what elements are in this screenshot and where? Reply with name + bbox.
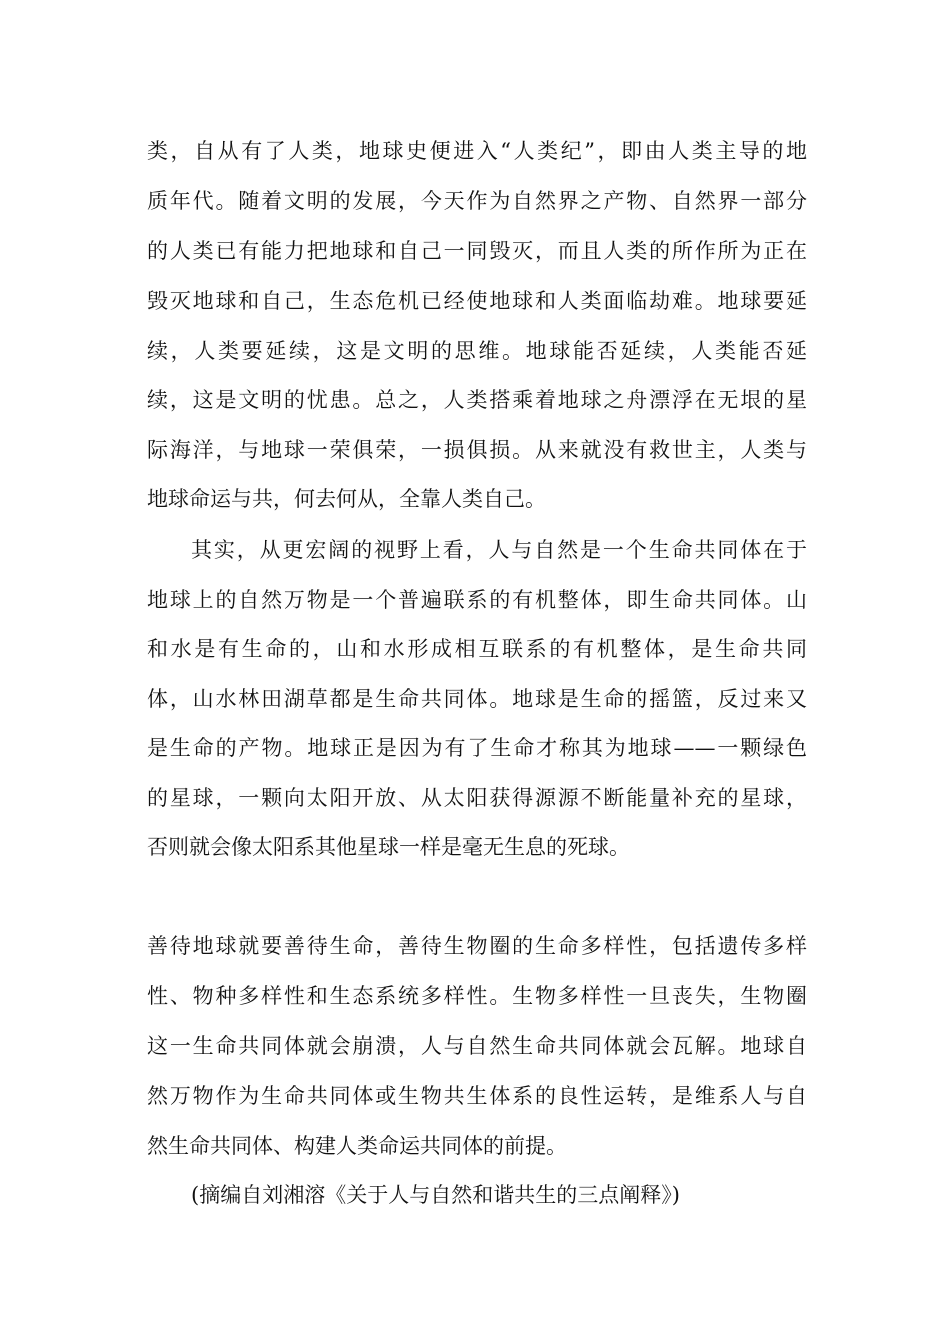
text-line: 性、物种多样性和生态系统多样性。生物多样性一旦丧失，生物圈 xyxy=(147,984,807,1008)
text-line: 和水是有生命的，山和水形成相互联系的有机整体，是生命共同 xyxy=(147,637,807,661)
text-line: 质年代。随着文明的发展，今天作为自然界之产物、自然界一部分 xyxy=(147,189,807,213)
text-line: 类，自从有了人类，地球史便进入“人类纪”，即由人类主导的地 xyxy=(147,139,807,163)
text-line: 地球命运与共，何去何从，全靠人类自己。 xyxy=(147,487,546,511)
text-line: 毁灭地球和自己，生态危机已经使地球和人类面临劫难。地球要延 xyxy=(147,289,807,313)
text-line: 续，这是文明的忧患。总之，人类搭乘着地球之舟漂浮在无垠的星 xyxy=(147,388,807,412)
text-line: 的人类已有能力把地球和自己一同毁灭，而且人类的所作所为正在 xyxy=(147,239,807,263)
text-line: 体，山水林田湖草都是生命共同体。地球是生命的摇篮，反过来又 xyxy=(147,687,807,711)
source-note: (摘编自刘湘溶《关于人与自然和谐共生的三点阐释》) xyxy=(191,1183,680,1207)
text-line: 否则就会像太阳系其他星球一样是毫无生息的死球。 xyxy=(147,835,630,859)
text-line: 善待地球就要善待生命，善待生物圈的生命多样性，包括遗传多样 xyxy=(147,934,807,958)
text-line: 然生命共同体、构建人类命运共同体的前提。 xyxy=(147,1134,567,1158)
text-line: 的星球，一颗向太阳开放、从太阳获得源源不断能量补充的星球， xyxy=(147,786,807,810)
text-line: 其实，从更宏阔的视野上看，人与自然是一个生命共同体在于 xyxy=(191,538,807,562)
text-line: 是生命的产物。地球正是因为有了生命才称其为地球——一颗绿色 xyxy=(147,736,807,760)
text-line: 际海洋，与地球一荣俱荣，一损俱损。从来就没有救世主，人类与 xyxy=(147,438,807,462)
text-line: 地球上的自然万物是一个普遍联系的有机整体，即生命共同体。山 xyxy=(147,588,807,612)
text-line: 这一生命共同体就会崩溃，人与自然生命共同体就会瓦解。地球自 xyxy=(147,1034,807,1058)
text-line: 续，人类要延续，这是文明的思维。地球能否延续，人类能否延 xyxy=(147,339,807,363)
text-line: 然万物作为生命共同体或生物共生体系的良性运转，是维系人与自 xyxy=(147,1084,807,1108)
